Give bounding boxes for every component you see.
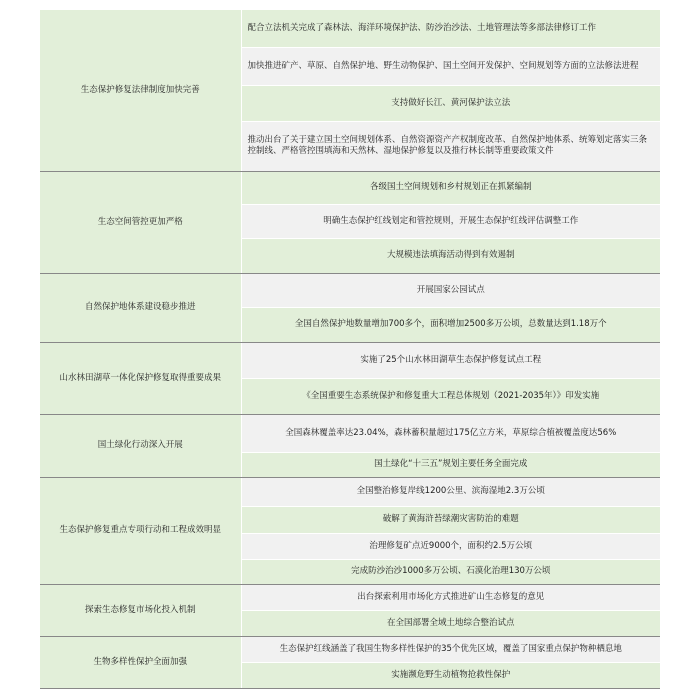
item-cell: 破解了黄海浒苔绿潮灾害防治的难题 — [241, 506, 660, 533]
document-page — [40, 10, 660, 689]
item-cell: 推动出台了关于建立国土空间规划体系、自然资源资产产权制度改革、自然保护地体系、统筹划定落实三条控制线、严格管控围填海和天然林、湿地保护修复以及推行林长制等重要政策文件 — [241, 121, 660, 171]
ecological-protection-table — [40, 10, 660, 689]
item-cell: 配合立法机关完成了森林法、海洋环境保护法、防沙治沙法、土地管理法等多部法律修订工作 — [241, 10, 660, 47]
item-cell: 出台探索利用市场化方式推进矿山生态修复的意见 — [241, 584, 660, 610]
item-cell: 《全国重要生态系统保护和修复重大工程总体规划（2021-2035年）》印发实施 — [241, 378, 660, 414]
item-cell: 支持做好长江、黄河保护法立法 — [241, 85, 660, 121]
item-cell: 实施了25个山水林田湖草生态保护修复试点工程 — [241, 342, 660, 378]
table-row — [40, 584, 660, 610]
item-cell: 生态保护红线涵盖了我国生物多样性保护的35个优先区域，覆盖了国家重点保护物种栖息地 — [241, 636, 660, 662]
item-cell: 全国整治修复岸线1200公里、滨海湿地2.3万公顷 — [241, 477, 660, 506]
category-cell: 山水林田湖草一体化保护修复取得重要成果 — [40, 342, 241, 414]
table-row — [40, 273, 660, 307]
table-row — [40, 342, 660, 378]
category-cell: 生态保护修复法律制度加快完善 — [40, 10, 241, 171]
item-cell: 国土绿化“十三五”规划主要任务全面完成 — [241, 452, 660, 477]
table-row — [40, 477, 660, 506]
item-cell: 明确生态保护红线划定和管控规则，开展生态保护红线评估调整工作 — [241, 204, 660, 238]
table-row — [40, 414, 660, 452]
item-cell: 全国自然保护地数量增加700多个，面积增加2500多万公顷，总数量达到1.18万个 — [241, 307, 660, 342]
table-row — [40, 10, 660, 47]
category-cell: 生物多样性保护全面加强 — [40, 636, 241, 688]
table-row — [40, 171, 660, 204]
category-cell: 自然保护地体系建设稳步推进 — [40, 273, 241, 342]
table-row — [40, 636, 660, 662]
category-cell: 探索生态修复市场化投入机制 — [40, 584, 241, 636]
item-cell: 开展国家公园试点 — [241, 273, 660, 307]
item-cell: 各级国土空间规划和乡村规划正在抓紧编制 — [241, 171, 660, 204]
category-cell: 国土绿化行动深入开展 — [40, 414, 241, 477]
item-cell: 完成防沙治沙1000多万公顷、石漠化治理130万公顷 — [241, 559, 660, 584]
item-cell: 大规模违法填海活动得到有效遏制 — [241, 238, 660, 273]
item-cell: 治理修复矿点近9000个，面积约2.5万公顷 — [241, 533, 660, 559]
category-cell: 生态空间管控更加严格 — [40, 171, 241, 273]
item-cell: 实施濒危野生动植物抢救性保护 — [241, 662, 660, 688]
item-cell: 全国森林覆盖率达23.04%，森林蓄积量超过175亿立方米，草原综合植被覆盖度达56% — [241, 414, 660, 452]
category-cell: 生态保护修复重点专项行动和工程成效明显 — [40, 477, 241, 584]
item-cell: 在全国部署全域土地综合整治试点 — [241, 610, 660, 636]
item-cell: 加快推进矿产、草原、自然保护地、野生动物保护、国土空间开发保护、空间规划等方面的立法修法进程 — [241, 47, 660, 85]
